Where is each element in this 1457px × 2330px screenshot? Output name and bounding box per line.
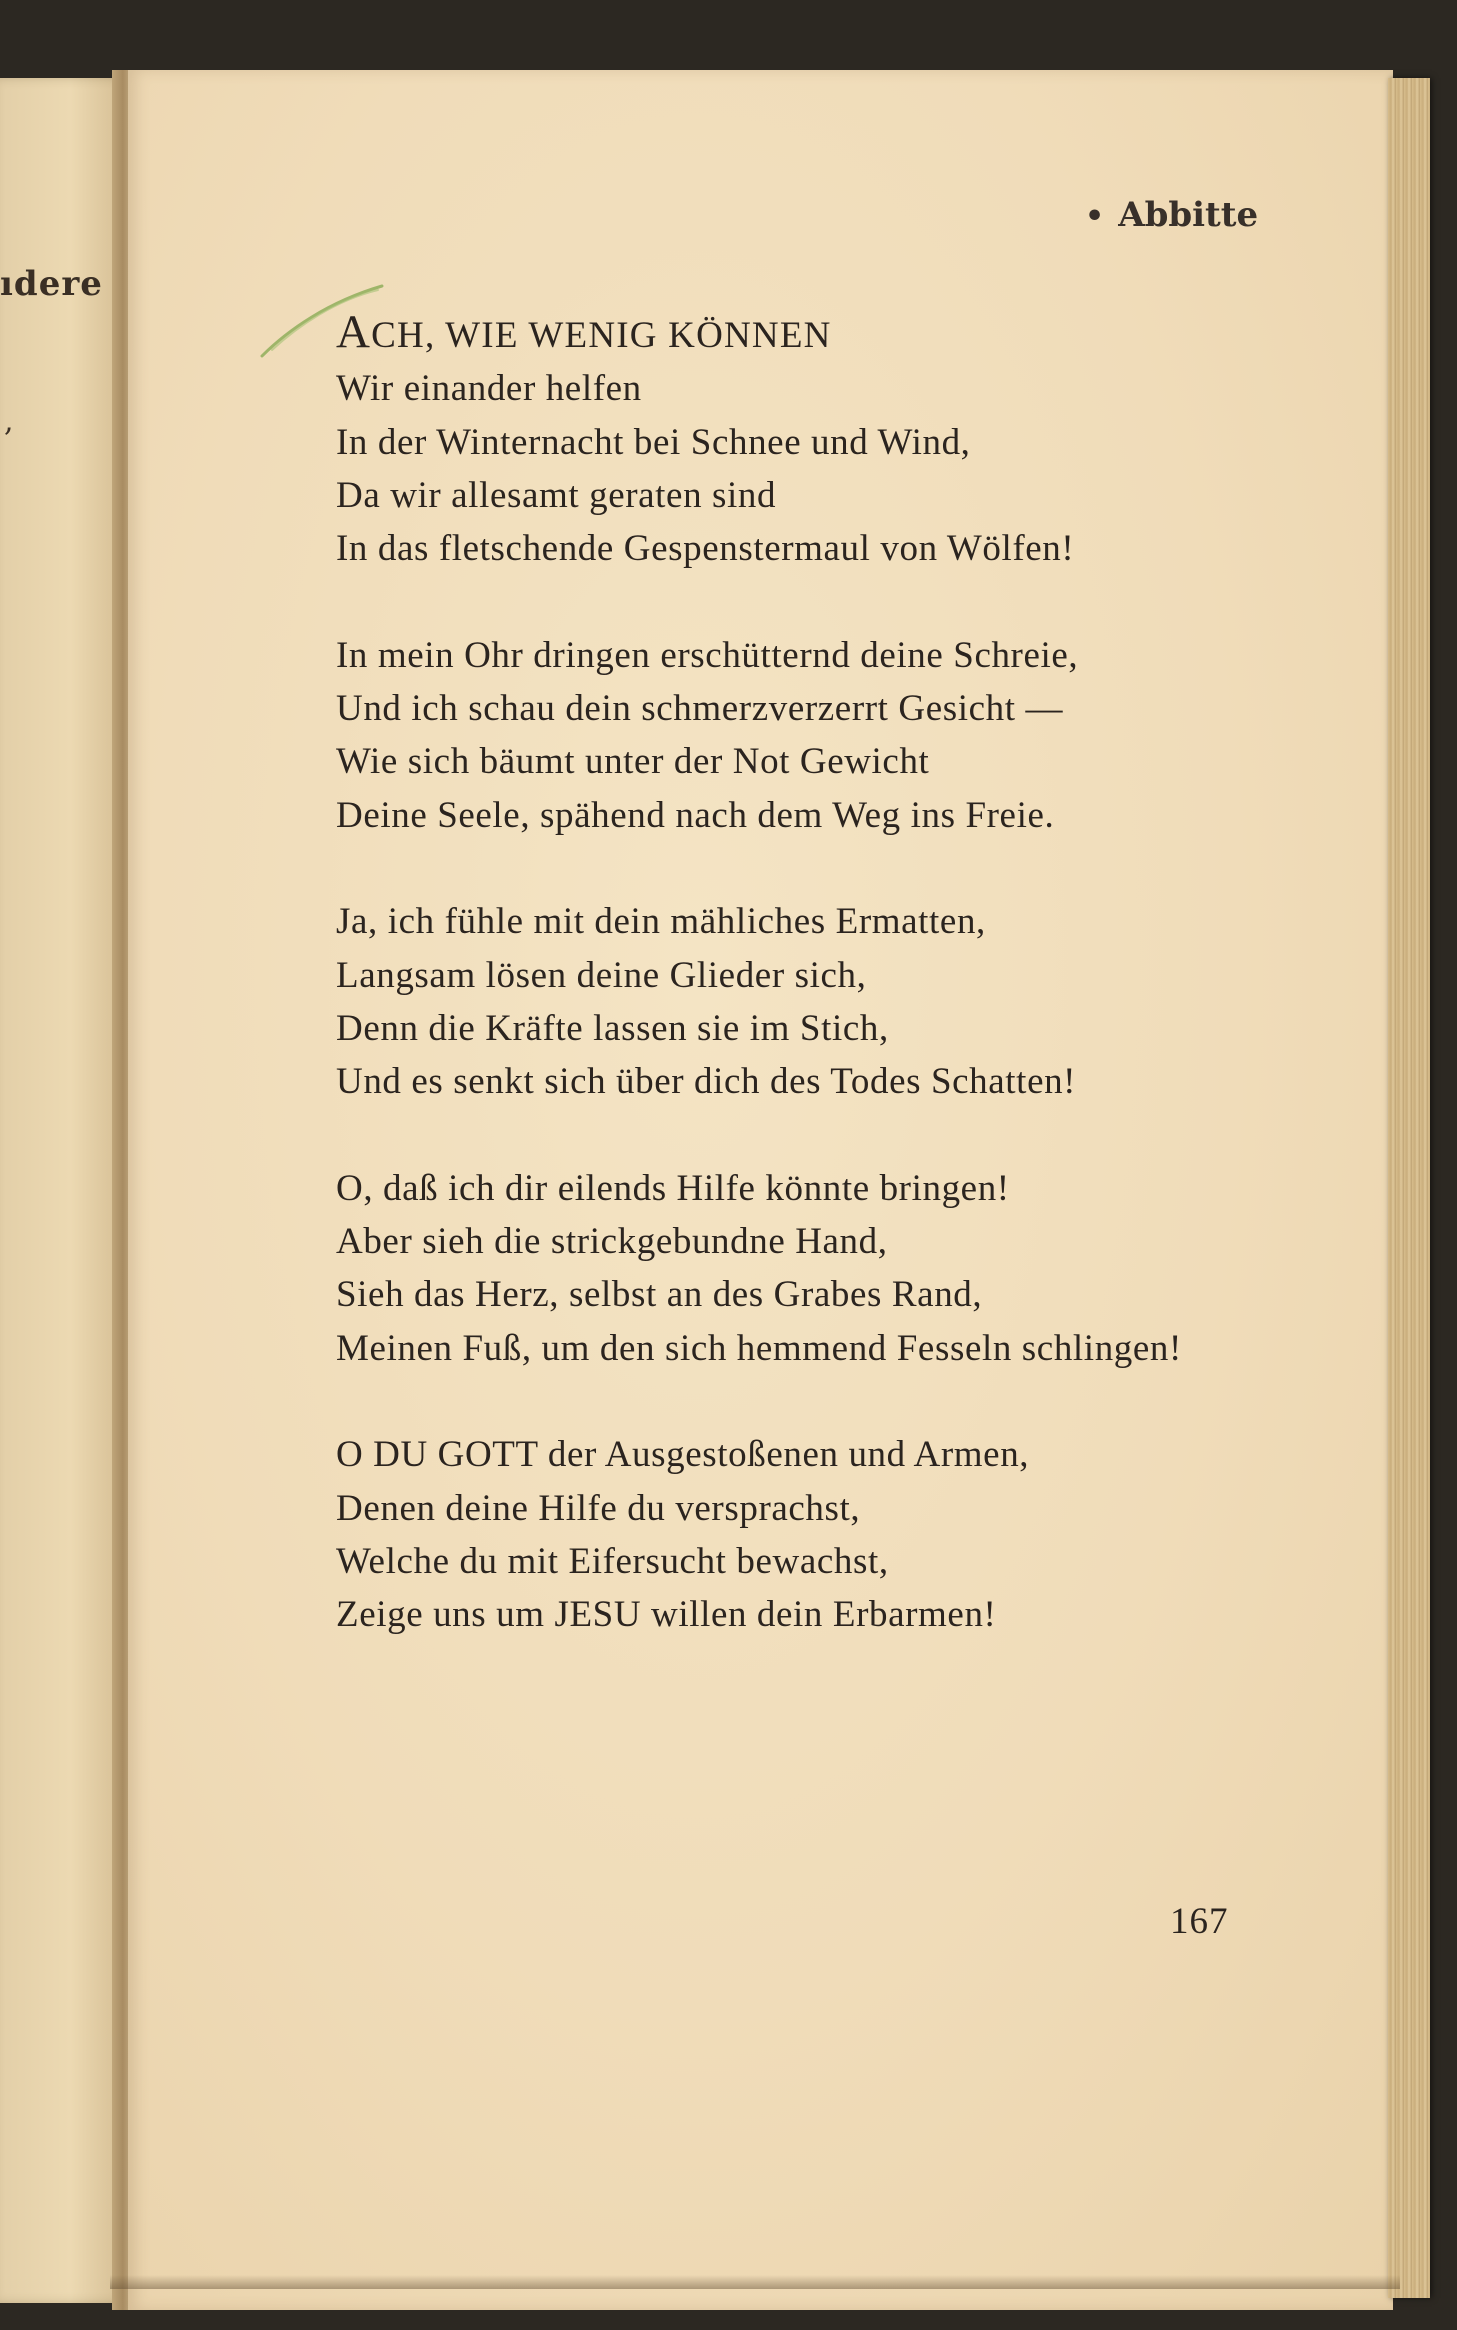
running-head (1085, 195, 1258, 235)
running-head-title: Abbitte (1118, 195, 1259, 235)
poem-line: In mein Ohr dringen erschütternd deine Schreie, (336, 634, 1079, 676)
poem-line: In der Winternacht bei Schnee und Wind, (336, 421, 971, 463)
poem-line (336, 306, 1396, 362)
poem-line: In das fletschende Gespenstermaul von Wölfen! (336, 528, 1075, 570)
poem-line: Da wir allesamt geraten sind (336, 474, 777, 516)
poem-line: Aber sieh die strickgebundne Hand, (336, 1221, 888, 1263)
stanza-4 (336, 1162, 1396, 1375)
poem (336, 306, 1396, 1695)
initial-capital: A (336, 306, 372, 358)
stanza-2 (336, 629, 1396, 842)
poem-line: Zeige uns um JESU willen dein Erbarmen! (336, 1594, 997, 1636)
previous-page-header: ıdere (0, 264, 103, 304)
poem-line: Langsam lösen deine Glieder sich, (336, 954, 867, 996)
poem-line: Welche du mit Eifersucht bewachst, (336, 1540, 889, 1582)
page-number: 167 (1170, 1901, 1229, 1942)
poem-line: Wie sich bäumt unter der Not Gewicht (336, 741, 930, 783)
previous-page (0, 78, 128, 2303)
previous-page-mark: , (4, 404, 14, 439)
poem-line: Deine Seele, spähend nach dem Weg ins Freie. (336, 794, 1055, 836)
poem-line: Sieh das Herz, selbst an des Grabes Rand, (336, 1274, 983, 1316)
poem-line: Und ich schau dein schmerzverzerrt Gesicht — (336, 688, 1064, 730)
poem-line: Denn die Kräfte lassen sie im Stich, (336, 1007, 889, 1049)
poem-line: O DU GOTT der Ausgestoßenen und Armen, (336, 1434, 1030, 1476)
poem-line: Denen deine Hilfe du versprachst, (336, 1487, 861, 1529)
page-bottom-shadow (110, 2275, 1400, 2289)
stanza-3 (336, 895, 1396, 1108)
stanza-1 (336, 306, 1396, 575)
stanza-5 (336, 1428, 1396, 1641)
first-line-rest: CH, WIE WENIG KÖNNEN (371, 315, 832, 356)
poem-line: Meinen Fuß, um den sich hemmend Fesseln schlingen! (336, 1327, 1182, 1369)
poem-line: Und es senkt sich über dich des Todes Schatten! (336, 1061, 1077, 1103)
running-head-bullet: • (1085, 199, 1105, 234)
poem-line: Wir einander helfen (336, 368, 642, 410)
poem-line: Ja, ich fühle mit dein mähliches Ermatten, (336, 901, 986, 943)
poem-line: O, daß ich dir eilends Hilfe könnte bringen! (336, 1167, 1010, 1209)
